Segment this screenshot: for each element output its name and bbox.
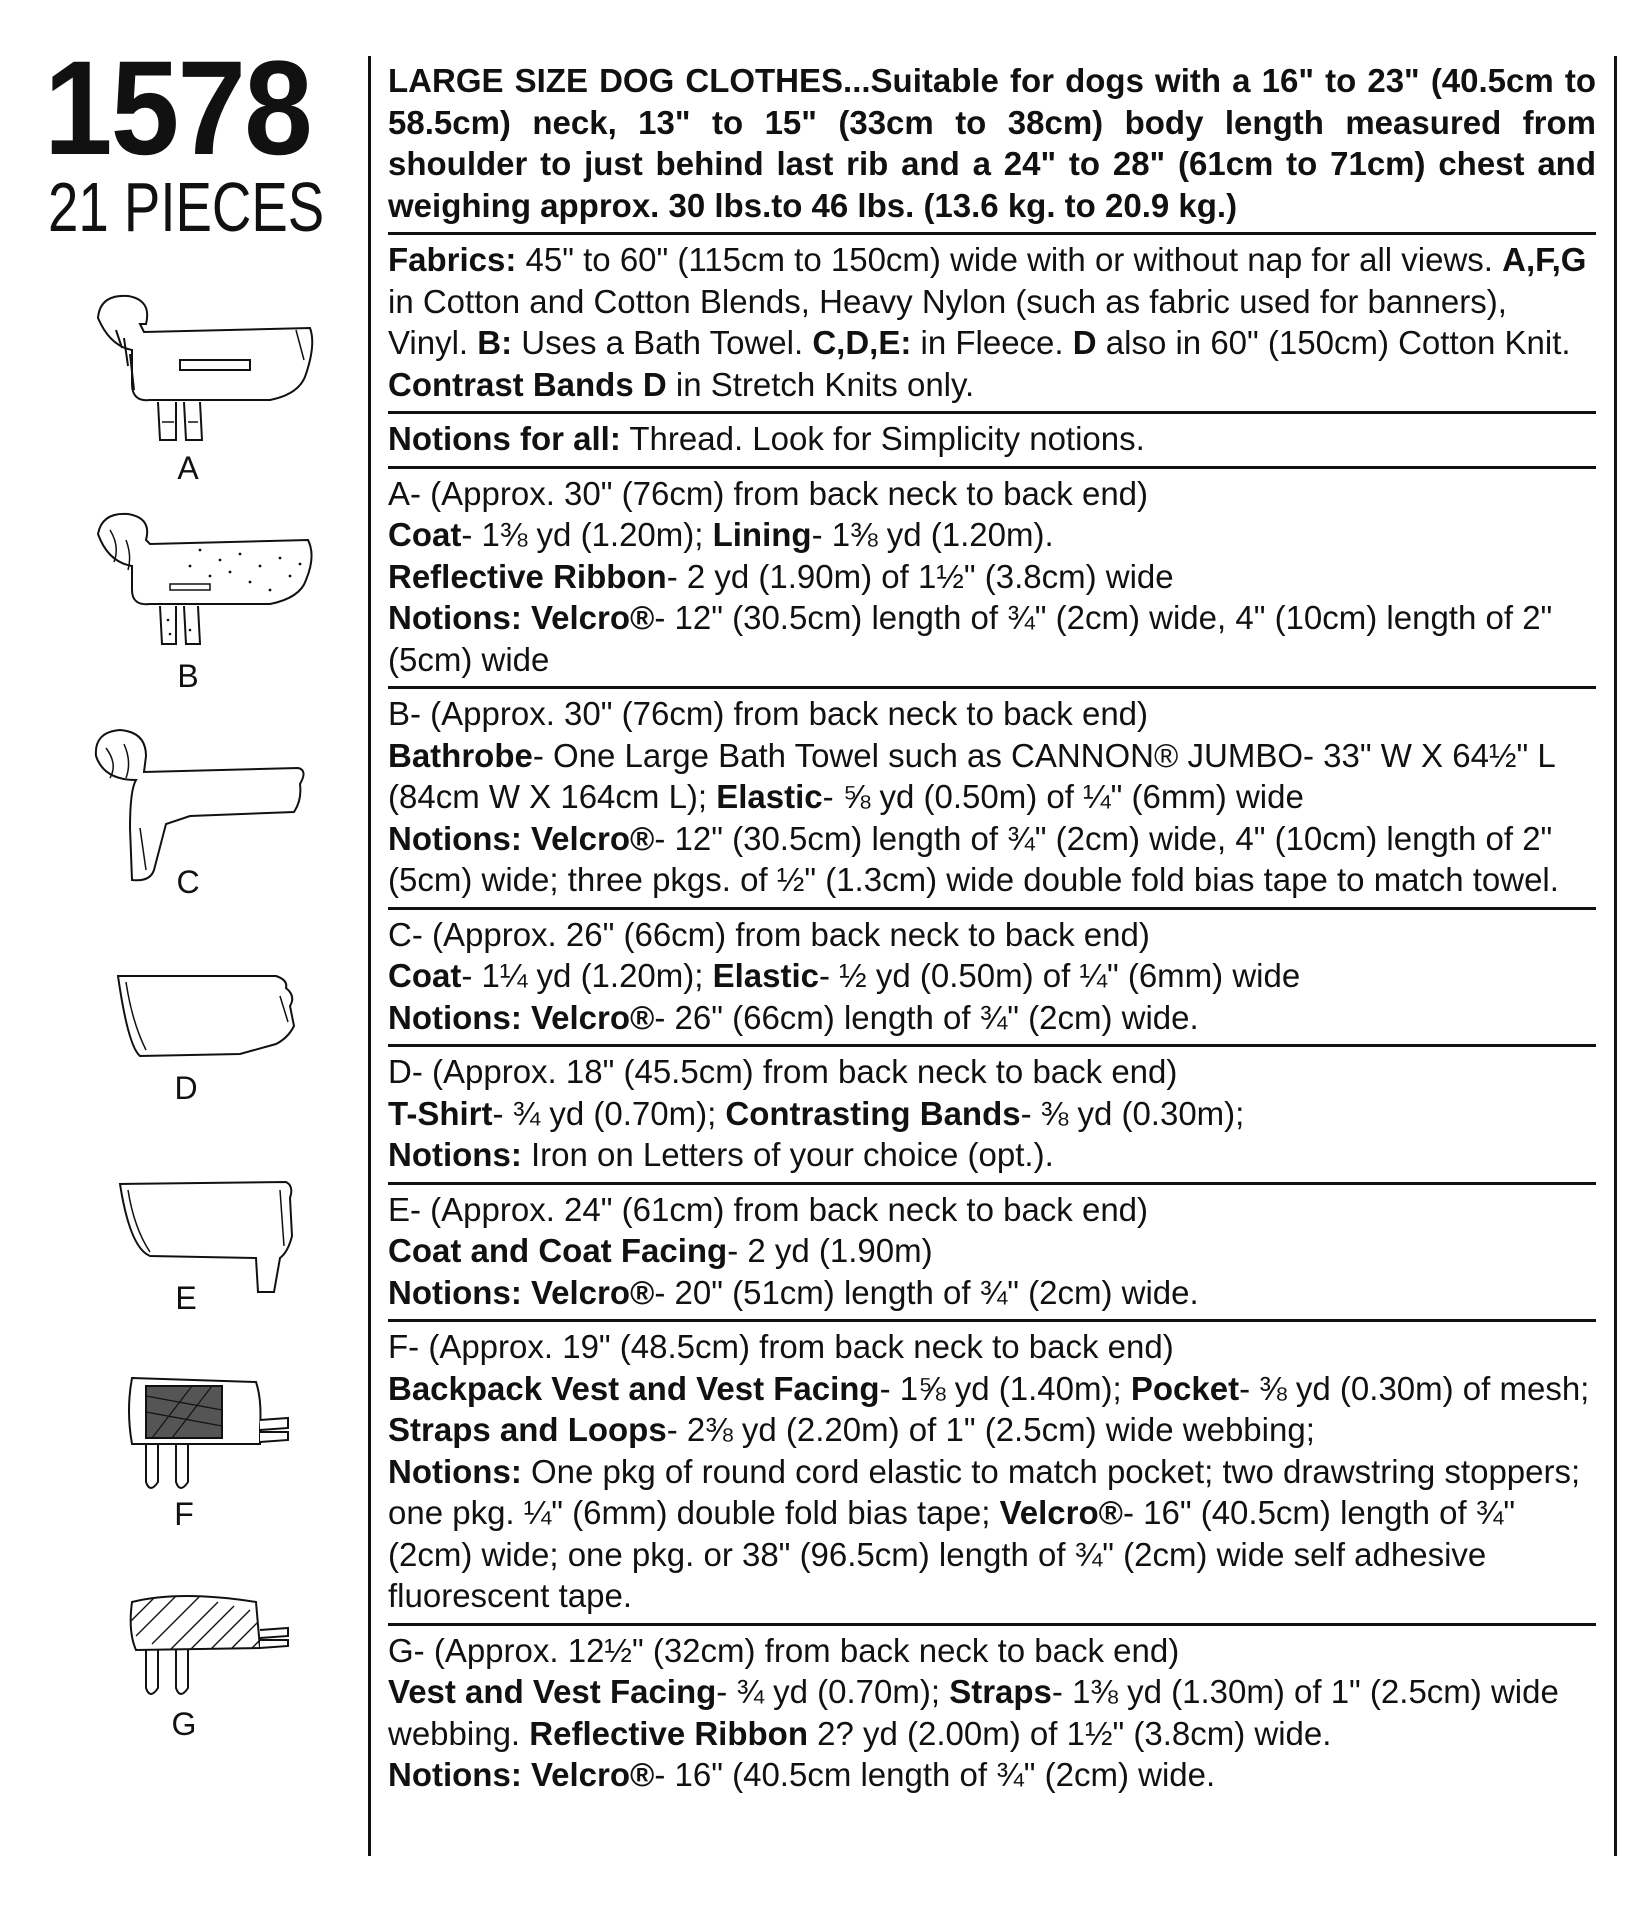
view-b-approx: - (Approx. 30" (76cm) from back neck to back end) (410, 695, 1149, 732)
view-c-notions-text: - 26" (66cm) length of ¾" (2cm) wide. (654, 998, 1199, 1036)
view-b-title: B (388, 695, 411, 732)
view-a-notions-text: - 12" (30.5cm) length of ¾" (2cm) wide, 4" (10cm) length of 2" (5cm) wide (388, 599, 1553, 678)
view-d-title: D (388, 1053, 412, 1090)
view-c-title: C (388, 915, 412, 953)
view-g-letter: G (171, 1706, 197, 1742)
fabrics-d-label: D (1072, 324, 1097, 361)
view-g-straps-label: Straps (949, 1673, 1052, 1710)
view-d-approx: - (Approx. 18" (45.5cm) from back neck to back end) (411, 1053, 1178, 1090)
view-f-straps-label: Straps and Loops (388, 1411, 667, 1448)
fabrics-text-4: in Fleece. (911, 324, 1073, 361)
fabrics-cde-label: C,D,E: (812, 324, 912, 361)
view-b-letter: B (177, 658, 199, 694)
view-f-pocket-text: - ⅜ yd (0.30m) of mesh; (1239, 1369, 1590, 1407)
view-a-title: A (388, 474, 411, 512)
view-c-coat-text: - 1¼ yd (1.20m); (461, 957, 713, 994)
striped-vest-sketch-icon (80, 1592, 320, 1712)
fabrics-label: Fabrics: (388, 241, 517, 278)
view-f-approx: - (Approx. 19" (48.5cm) from back neck to back end) (408, 1328, 1174, 1365)
fabrics-text-3: Uses a Bath Towel. (512, 324, 813, 361)
view-a-block (388, 469, 1596, 690)
view-e-approx: - (Approx. 24" (61cm) from back neck to back end) (410, 1190, 1149, 1228)
fabrics-block (388, 235, 1596, 414)
yardage-column (388, 56, 1596, 1802)
view-b-block (388, 689, 1596, 910)
view-f-notions-text-2: - 16" (40.5cm) length of ¾" (2cm) wide; one pkg. or 38" (96.5cm) length of ¾" (2cm) wide self adhesive fluorescent tape. (388, 1494, 1516, 1614)
view-a-approx: - (Approx. 30" (76cm) from back neck to back end) (410, 474, 1149, 512)
view-e-letter: E (175, 1280, 197, 1316)
view-f-vest-label: Backpack Vest and Vest Facing (388, 1369, 880, 1407)
fabrics-contrast-label: Contrast Bands D (388, 365, 667, 403)
view-b-bathrobe-text: - One Large Bath Towel such as CANNON® JUMBO- 33" W X 64½" L (84cm W X 164cm L); (388, 736, 1555, 815)
description-text: LARGE SIZE DOG CLOTHES...Suitable for dogs with a 16" to 23" (40.5cm to 58.5cm) neck, 13" to 15" (33cm to 38cm) body length measured from shoulder to just behind last rib and a 24" to 28" (61cm to 71cm) chest and weighing approx. 30 lbs.to 46 lbs. (13.6 kg. to 20.9 kg.) (388, 62, 1596, 224)
view-c-coat-label: Coat (388, 957, 462, 994)
view-d-bands-label: Contrasting Bands (725, 1094, 1021, 1132)
view-g-block (388, 1626, 1596, 1802)
view-b-elastic-text: - ⅝ yd (0.50m) of ¼" (6mm) wide (822, 778, 1304, 815)
view-f-pocket-label: Pocket (1130, 1369, 1240, 1407)
view-e-notions-label: Notions: Velcro® (388, 1273, 655, 1311)
view-a-letter: A (177, 450, 199, 486)
view-b-notions-text: - 12" (30.5cm) length of ¾" (2cm) wide, 4" (10cm) length of 2" (5cm) wide; three pkgs. of ½" (1.3cm) wide double fold bias tape to match towel. (388, 819, 1559, 898)
notions-all-label: Notions for all: (388, 420, 621, 457)
view-e-notions-text: - 20" (51cm) length of ¾" (2cm) wide. (654, 1273, 1199, 1311)
notions-all-text: Thread. Look for Simplicity notions. (620, 420, 1145, 457)
fabrics-text-6: in Stretch Knits only. (666, 365, 975, 403)
view-a-coat-label: Coat (388, 516, 462, 553)
t-shirt-sketch-icon (80, 966, 320, 1076)
view-e-title: E (388, 1190, 411, 1228)
view-b-notions-label: Notions: Velcro® (388, 819, 655, 857)
dog-coat-with-collar-sketch-icon (80, 290, 320, 450)
view-e-block (388, 1185, 1596, 1323)
view-f-block (388, 1322, 1596, 1626)
view-a-notions-label: Notions: Velcro® (388, 599, 655, 636)
bathrobe-sketch-icon (80, 510, 320, 650)
view-g-title: G (388, 1631, 414, 1669)
fabrics-text-2: in Cotton and Cotton Blends, Heavy Nylon (such as fabric used for banners), Vinyl. (388, 282, 1507, 361)
view-c-elastic-text: - ½ yd (0.50m) of ¼" (6mm) wide (819, 957, 1301, 994)
view-g-ribbon-text: 2? yd (2.00m) of 1½" (3.8cm) wide. (807, 1714, 1332, 1752)
view-a-coat-text: - 1⅜ yd (1.20m); (461, 516, 713, 553)
view-c-approx: - (Approx. 26" (66cm) from back neck to back end) (411, 915, 1150, 953)
view-b-bathrobe-label: Bathrobe (388, 736, 533, 774)
view-c-notions-label: Notions: Velcro® (388, 998, 655, 1036)
fabrics-text-5: also in 60" (150cm) Cotton Knit. (1096, 324, 1571, 361)
view-d-bands-text: - ⅜ yd (0.30m); (1020, 1094, 1245, 1132)
pattern-number: 1578 (44, 34, 311, 183)
view-g-straps-text: - 1⅜ yd (1.30m) of 1" (2.5cm) wide webbing. (388, 1673, 1559, 1752)
view-e-coat-text: - 2 yd (1.90m) (727, 1232, 933, 1269)
view-c-elastic-label: Elastic (712, 957, 820, 994)
view-d-block (388, 1047, 1596, 1185)
view-d-notions-label: Notions: (388, 1136, 522, 1173)
left-column-rule (368, 56, 371, 1856)
view-c-block (388, 910, 1596, 1048)
view-f-velcro-label: Velcro® (999, 1494, 1123, 1531)
view-g-ribbon-label: Reflective Ribbon (529, 1714, 808, 1752)
view-g-notions-label: Notions: Velcro® (388, 1756, 655, 1793)
pieces-count: 21 PIECES (48, 168, 325, 246)
right-column-rule (1614, 56, 1617, 1856)
view-d-tshirt-text: - ¾ yd (0.70m); (492, 1094, 726, 1132)
view-f-notions-label: Notions: (388, 1452, 522, 1490)
fleece-coat-sketch-icon (80, 720, 320, 890)
view-f-notions-text-1: One pkg of round cord elastic to match pocket; two drawstring stoppers; one pkg. ¼" (6mm) double fold bias tape; (388, 1452, 1581, 1531)
view-d-notions-text: Iron on Letters of your choice (opt.). (521, 1136, 1054, 1173)
backpack-vest-sketch-icon (80, 1370, 320, 1510)
view-a-lining-text: - 1⅜ yd (1.20m). (811, 516, 1054, 553)
view-g-vest-label: Vest and Vest Facing (388, 1673, 717, 1710)
description-block (388, 56, 1596, 235)
view-f-title: F (388, 1328, 409, 1365)
view-g-vest-text: - ¾ yd (0.70m); (716, 1673, 950, 1710)
coat-sketch-icon (80, 1176, 320, 1296)
view-d-letter: D (174, 1070, 198, 1106)
view-a-ribbon-label: Reflective Ribbon (388, 557, 667, 595)
view-g-notions-text: - 16" (40.5cm length of ¾" (2cm) wide. (654, 1756, 1216, 1793)
view-e-coat-label: Coat and Coat Facing (388, 1232, 728, 1269)
view-c-letter: C (176, 864, 200, 900)
view-f-vest-text: - 1⅝ yd (1.40m); (879, 1369, 1131, 1407)
view-b-elastic-label: Elastic (716, 778, 823, 815)
fabrics-b-label: B: (477, 324, 513, 361)
notions-all-block (388, 414, 1596, 469)
view-f-straps-text: - 2⅜ yd (2.20m) of 1" (2.5cm) wide webbing; (666, 1411, 1315, 1448)
view-g-approx: - (Approx. 12½" (32cm) from back neck to back end) (413, 1631, 1180, 1669)
view-f-letter: F (174, 1496, 194, 1532)
fabrics-text-1: 45" to 60" (115cm to 150cm) wide with or without nap for all views. (516, 241, 1503, 278)
fabrics-views-afg: A,F,G (1502, 241, 1587, 278)
view-a-lining-label: Lining (712, 516, 812, 553)
view-a-ribbon-text: - 2 yd (1.90m) of 1½" (3.8cm) wide (666, 557, 1174, 595)
view-d-tshirt-label: T-Shirt (388, 1094, 493, 1132)
